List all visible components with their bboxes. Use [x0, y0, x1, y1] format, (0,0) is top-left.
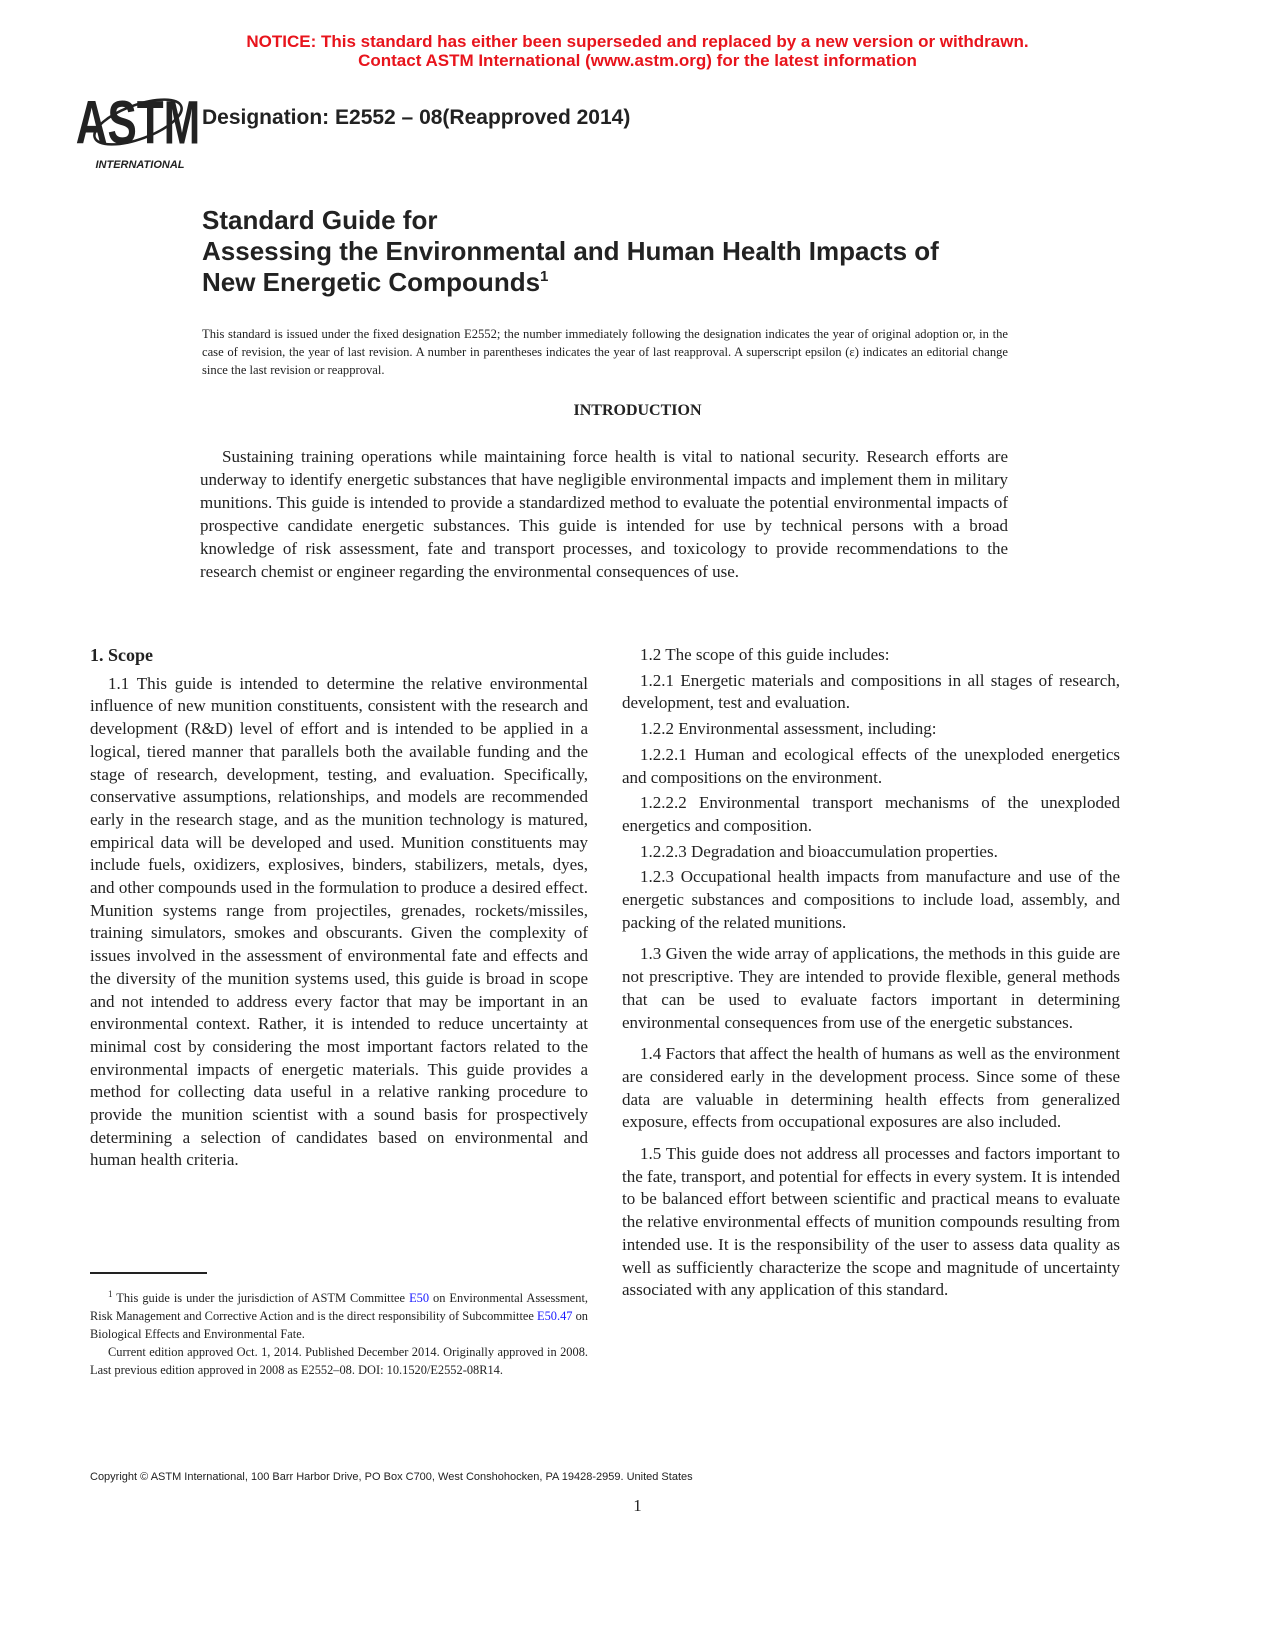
- section-1-2-1: 1.2.1 Energetic materials and compositions in all stages of research, development, test and evaluation.: [622, 670, 1120, 713]
- footnote-text: on Biological Effects and Environmental Fate.: [90, 1309, 589, 1342]
- footnote-1: [90, 1285, 588, 1343]
- issuance-note: This standard is issued under the fixed designation E2552; the number immediately following the designation indicates the year of original adoption or, in the case of revision, the year of last revision. A number in parentheses indicates the year of last reapproval. A superscript epsilon (ε) indicates an editorial change since the last revision or reapproval.: [202, 327, 1008, 377]
- section-1-4: 1.4 Factors that affect the health of humans as well as the environment are considered early in the development process. Since some of these data are valuable in determining health effects from generalized exposure, effects from occupational exposures are also included.: [622, 1044, 1120, 1132]
- subcommittee-e50-47-link[interactable]: E50.47: [537, 1309, 573, 1324]
- page-number: 1: [633, 1496, 642, 1515]
- title-line-1: Standard Guide for: [202, 205, 438, 235]
- section-1-2-3: 1.2.3 Occupational health impacts from manufacture and use of the energetic substances and compositions to include load, assembly, and packing of the related munitions.: [622, 867, 1120, 932]
- footnote-text: on Environmental Assessment, Risk Management and Corrective Action and is the direct responsibility of Subcommittee: [90, 1291, 588, 1324]
- notice-line-2: Contact ASTM International (www.astm.org) for the latest information: [358, 51, 917, 70]
- section-1-2-2-2: 1.2.2.2 Environmental transport mechanisms of the unexploded energetics and composition.: [622, 793, 1120, 835]
- footnote-number: 1: [108, 1289, 113, 1299]
- footnote-divider: [90, 1272, 207, 1274]
- footnote-text: This guide is under the jurisdiction of ASTM Committee: [116, 1291, 410, 1306]
- withdrawal-notice: [0, 32, 1275, 70]
- notice-line-1: NOTICE: This standard has either been superseded and replaced by a new version or withdrawn.: [246, 32, 1029, 51]
- title-line-3: [202, 267, 939, 298]
- section-1-2-2-3: 1.2.2.3 Degradation and bioaccumulation properties.: [640, 841, 998, 861]
- introduction-text: Sustaining training operations while maintaining force health is vital to national security. Research efforts are underway to identify energetic substances that have negligible environmental impacts and implement them in military munitions. This guide is intended to provide a standardized method to evaluate the potential environmental impacts of prospective candidate energetic substances. This guide is intended for use by technical persons with a broad knowledge of risk assessment, fate and transport processes, and toxicology to provide recommendations to the research chemist or engineer regarding the environmental consequences of use.: [200, 447, 1008, 581]
- designation: Designation: E2552 – 08(Reapproved 2014): [202, 106, 631, 129]
- astm-logo: [75, 82, 201, 172]
- section-1-2: 1.2 The scope of this guide includes:: [640, 645, 890, 664]
- edition-note: Current edition approved Oct. 1, 2014. Published December 2014. Originally approved in 2008. Last previous edition approved in 2008 as E2552–08. DOI: 10.1520/E2552-08R14.: [90, 1345, 588, 1378]
- section-1-1: 1.1 This guide is intended to determine the relative environmental influence of new munition constituents, consistent with the research and development (R&D) level of effort and is intended to be applied in a logical, tiered manner that parallels both the available funding and the stage of research, development, testing, and evaluation. Specifically, conservative assumptions, relationships, and models are recommended early in the research stage, and as the munition technology is matured, empirical data will be developed and used. Munition constituents may include fuels, oxidizers, explosives, binders, stabilizers, metals, dyes, and other compounds used in the formulation to produce a desired effect. Munition systems range from projectiles, grenades, rockets/missiles, training simulators, smokes and obscurants. Given the complexity of issues involved in the assessment of environmental fate and effects and the diversity of the munition systems used, this guide is broad in scope and not intended to address every factor that may be important in an environmental context. Rather, it is intended to reduce uncertainty at minimal cost by considering the most important factors related to the environmental impacts of energetic materials. This guide provides a method for collecting data useful in a relative ranking procedure to provide the munition scientist with a sound basis for prospectively determining a selection of candidates based on environmental and human health criteria.: [90, 673, 588, 1170]
- title-line-3-text: New Energetic Compounds: [202, 267, 541, 297]
- footnotes: [90, 1285, 588, 1379]
- title-line-2: Assessing the Environmental and Human Health Impacts of: [202, 236, 939, 266]
- section-1-2-2: 1.2.2 Environmental assessment, including:: [640, 719, 937, 739]
- committee-e50-link[interactable]: E50: [409, 1291, 430, 1306]
- document-title: [202, 205, 939, 298]
- section-1-2-2-1: 1.2.2.1 Human and ecological effects of the unexploded energetics and compositions on the environment.: [622, 744, 1120, 787]
- right-column: [622, 644, 1120, 1305]
- scope-heading: 1. Scope: [90, 645, 153, 665]
- copyright: Copyright © ASTM International, 100 Barr Harbor Drive, PO Box C700, West Conshohocken, PA 19428-2959. United States: [90, 1471, 693, 1483]
- svg-text:ASTM: ASTM: [75, 89, 201, 158]
- introduction-heading: INTRODUCTION: [573, 402, 702, 419]
- svg-text:INTERNATIONAL: INTERNATIONAL: [95, 159, 185, 171]
- left-column: [90, 644, 588, 1172]
- section-1-5: 1.5 This guide does not address all processes and factors important to the fate, transport, and potential for effects in every system. It is intended to be balanced effort between scientific and practical means to evaluate the relative environmental effects of munition compounds resulting from intended use. It is the responsibility of the user to assess data quality as well as sufficiently characterize the scope and magnitude of uncertainty associated with any application of this standard.: [622, 1144, 1120, 1300]
- footnote-mark: 1: [540, 268, 549, 285]
- section-1-3: 1.3 Given the wide array of applications, the methods in this guide are not prescriptive. They are intended to provide flexible, general methods that can be used to evaluate factors important in determining environmental consequences from use of the energetic substances.: [622, 944, 1120, 1032]
